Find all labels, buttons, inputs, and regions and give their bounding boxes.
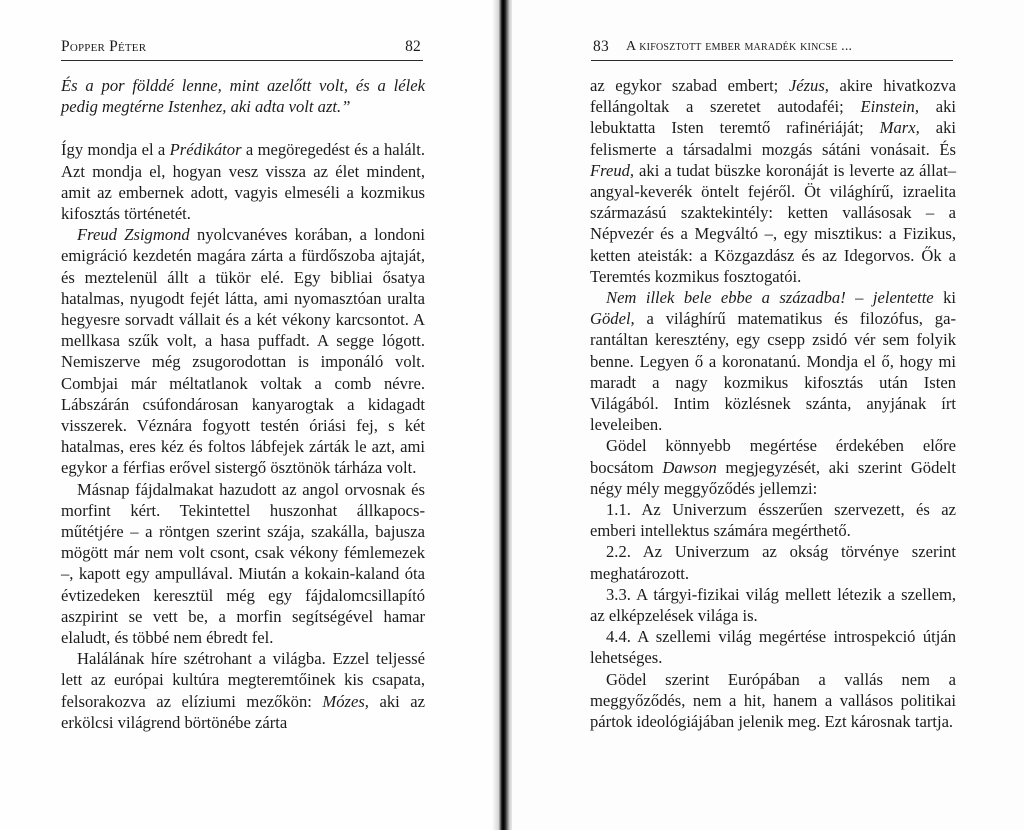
paragraph: Másnap fájdalmakat hazudott az angol orvosnak és morfint kért. Tekintettel huszonhat állkapocs-műtétjére – a röntgen szerint szája, szakálla, bajusza mögött már nem volt csont, csak vékony fémlemezek –, kapott egy ampullával. Miután a kokain-kaland óta évtizedeken keresztül még egy fájdalomcsillapító aszpirint se vett be, a morfin segítségével hamar elaludt, és többé nem ébredt fel. xyxy=(61,479,425,648)
paragraph xyxy=(590,435,956,499)
text-run: akire hivatkozva fellángoltak a szeretet autodaféi; xyxy=(590,76,956,117)
numbered-item: 1.1. Az Univerzum ésszerűen szervezett, és az emberi intellektus számára megérthető. xyxy=(590,500,956,541)
italic-run: Prédikátor xyxy=(169,140,242,160)
numbered-item: 4.4. A szellemi világ megértése introspekció útján lehetséges. xyxy=(590,627,956,668)
paragraph xyxy=(590,287,956,435)
text-run: az egykor szabad embert; xyxy=(590,76,789,95)
right-page-text xyxy=(590,75,956,732)
italic-run: Jézus, xyxy=(788,76,829,95)
text-run: aki lebuktatta Isten teremtő rafinériáját; xyxy=(590,97,956,138)
text-run: nyolcvanéves korában, a londoni emigráció kezdetén magára zárta a fürdőszoba ajtaját, és meztelenül állt a tükör elé. Egy bibliai ősatya hatalmas, nyugodt fejét látta, ami nyomasztóan uralta hegyesre sorvadt vállait és a két vékony karcsontot. A mellkasa szűk volt, a hasa puffadt. A segge lógott. Nemiszerve még zsugorodottan is imponáló volt. Combjai már méltatlanok voltak a comb névre. Lábszárán csúfondárosan kanyarogtak a kidagadt visszerek. Véznára fogyott testén óriási fej, s két hatalmas, eres kéz és foltos lábfejek zárták le azt, ami egykor a férfias erővel sistergő ösztönök tárháza volt. xyxy=(61,225,425,478)
text-run: megjegyzését, aki szerint Gödelt négy mély meggyőződés jellemzi: xyxy=(590,457,956,498)
italic-run: Freud Zsigmond xyxy=(77,225,190,245)
italic-run: Gödel, xyxy=(590,309,635,329)
paragraph xyxy=(61,648,425,733)
right-page-number: 83 xyxy=(593,38,609,55)
paragraph xyxy=(61,139,425,224)
text-run: a világhírű matematikus és filozófus, garantáltan keresztény, egy csepp zsidó vér sem folyik benne. Legyen ő a koronatanú. Mondja el ő, hogy mi maradt a nagy kozmikus kifosztás után Isten Világából. Intim közlésnek szánta, anyjának írt leveleiben. xyxy=(590,309,956,435)
italic-run: Dawson xyxy=(662,457,717,477)
paragraph xyxy=(590,75,956,287)
left-page-number: 82 xyxy=(405,38,421,55)
right-page xyxy=(512,0,1024,830)
italic-run: Nem illek bele ebbe a századba! – jelentette xyxy=(606,288,934,308)
bible-quote: És a por földdé lenne, mint azelőtt volt, és a lélek pedig megtérne Istenhez, aki adta volt azt.” xyxy=(61,76,425,117)
paragraph xyxy=(61,224,425,478)
left-page xyxy=(0,0,506,830)
italic-run: Einstein, xyxy=(860,97,920,117)
text-run: Így mondja el a xyxy=(61,140,170,160)
text-run: aki az erkölcsi világrend börtönébe zárta xyxy=(61,691,425,732)
italic-run: Mózes, xyxy=(322,691,369,711)
numbered-item: 3.3. A tárgyi-fizikai világ mellett létezik a szellem, az elképzelések világa is. xyxy=(590,584,956,626)
book-gutter xyxy=(492,0,514,830)
text-run: Halálának híre szétrohant a világba. Ezzel teljessé lett az európai kultúra megteremtőinek kis csapata, felsorakozva az elíziumi mezőkön: xyxy=(61,649,425,711)
text-run: aki a tudat büszke koronáját is leverte az állat–angyal-keverék öntelt fejéről. Öt világhírű, izraelita származású szaktekintély: ketten vallásosak – a Népvezér és a Megváltó –, egy misztikus: a Fizikus, ketten ateisták: a Közgazdász és az Idegorvos. Ők a Teremtés kozmikus fosztogatói. xyxy=(590,160,956,286)
paragraph: Gödel szerint Európában a vallás nem a meggyőződés, nem a hit, hanem a vallásos politikai pártok ideológiájában jelenik meg. Ezt károsnak tartja. xyxy=(590,669,956,732)
left-running-head-title: Popper Péter xyxy=(61,38,147,55)
text-run: a megöregedést és a halált. Azt mondja el, hogyan vesz vissza az élet mindent, amit az embernek adott, vagyis elmeséli a kozmikus kifosztás történetét. xyxy=(61,140,426,224)
text-run: Gödel könnyebb megértése érdekében előre bocsátom xyxy=(590,436,956,477)
text-run: ki xyxy=(933,288,956,308)
numbered-item: 2.2. Az Univerzum az okság törvénye szerint meghatározott. xyxy=(590,542,956,583)
right-running-head xyxy=(591,38,953,61)
text-run: aki felismerte a társadalmi mozgás sátáni vonásait. És xyxy=(590,118,956,159)
left-running-head xyxy=(61,38,423,61)
italic-run: Marx, xyxy=(879,118,920,138)
left-page-text xyxy=(61,75,425,733)
right-running-head-title: A kifosztott ember maradék kincse ... xyxy=(626,39,853,54)
italic-run: Freud, xyxy=(590,160,635,180)
